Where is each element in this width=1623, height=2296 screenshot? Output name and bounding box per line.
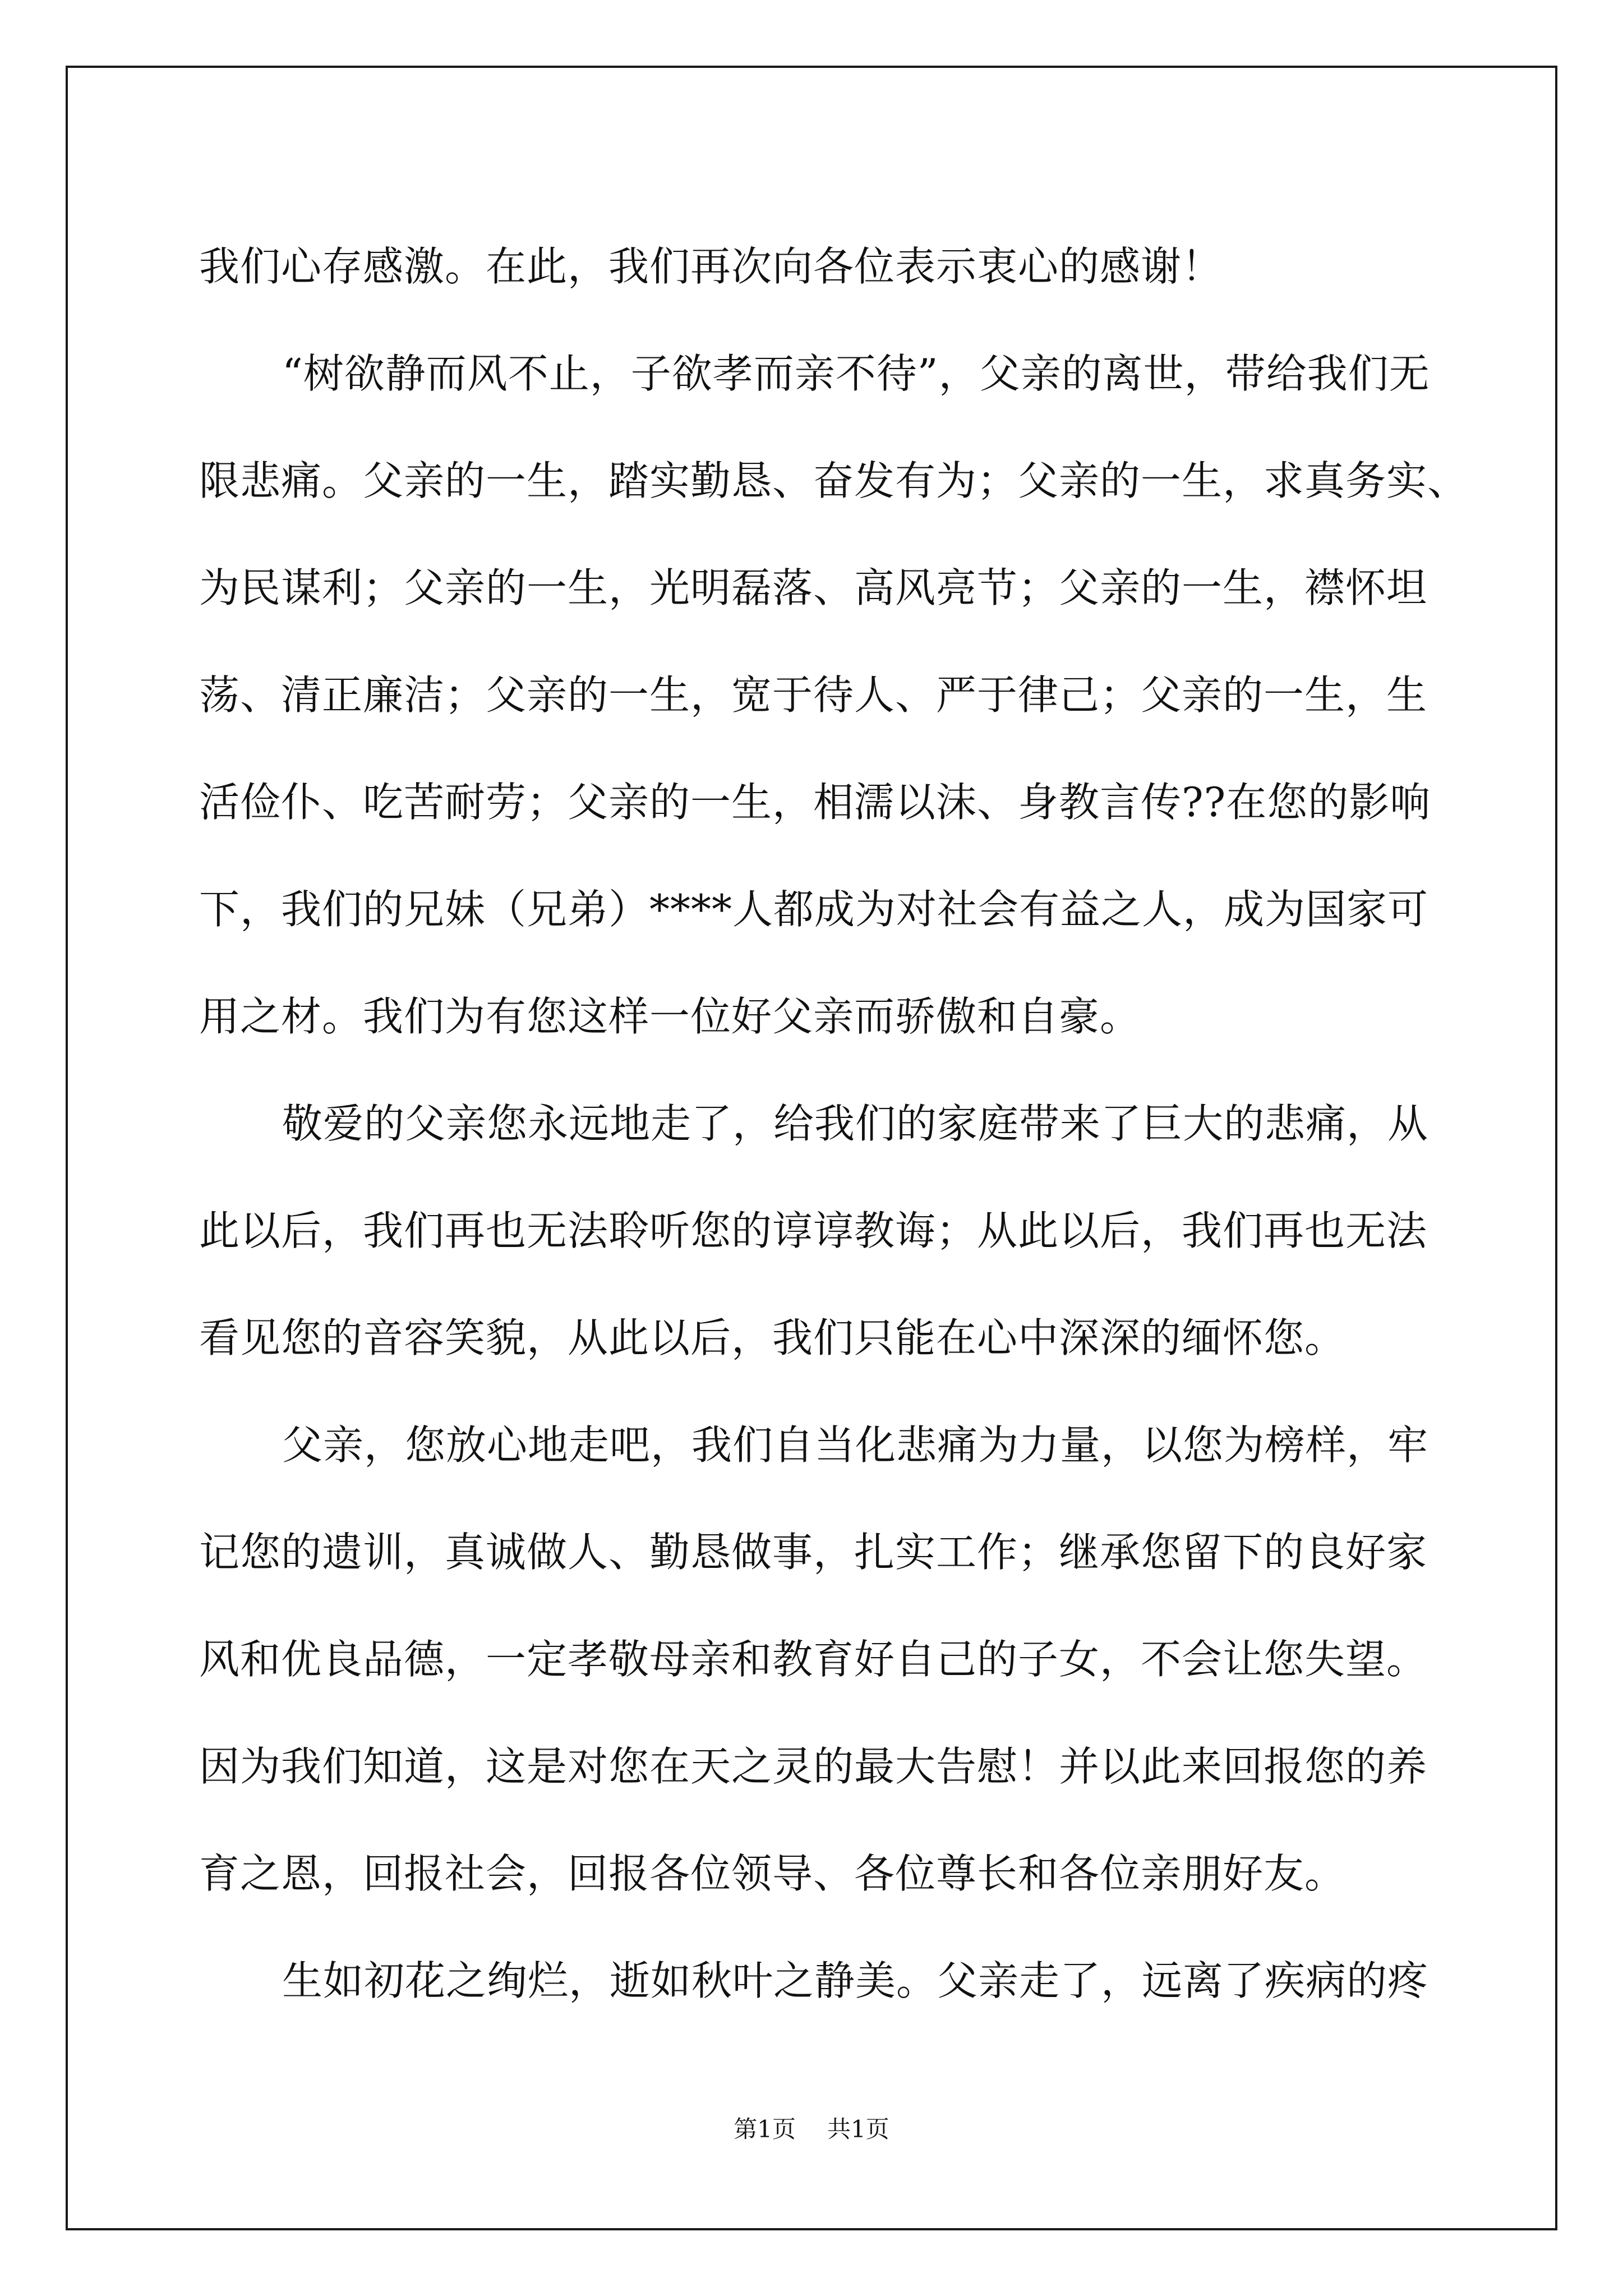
text-line: 父亲，您放心地走吧，我们自当化悲痛为力量，以您为榜样，牢 (282, 1421, 1429, 1469)
text-line: 我们心存感激。在此，我们再次向各位表示衷心的感谢！ (199, 243, 1223, 290)
text-line: 育之恩，回报社会，回报各位领导、各位尊长和各位亲朋好友。 (199, 1850, 1346, 1897)
text-line: 此以后，我们再也无法聆听您的谆谆教诲；从此以后，我们再也无法 (199, 1207, 1428, 1254)
page-footer (0, 2113, 1623, 2146)
text-line: 看见您的音容笑貌，从此以后，我们只能在心中深深的缅怀您。 (199, 1314, 1346, 1361)
text-line: 生如初花之绚烂，逝如秋叶之静美。父亲走了，远离了疾病的疼 (282, 1957, 1429, 2004)
document-body (199, 213, 1469, 2035)
text-line: 用之材。我们为有您这样一位好父亲而骄傲和自豪。 (199, 993, 1141, 1040)
page-total: 共1页 (827, 2115, 889, 2143)
text-line: 限悲痛。父亲的一生，踏实勤恳、奋发有为；父亲的一生，求真务实、 (199, 457, 1469, 504)
text-line: 为民谋利；父亲的一生，光明磊落、高风亮节；父亲的一生，襟怀坦 (199, 564, 1428, 611)
page-number: 第1页 (734, 2115, 796, 2143)
text-line: 因为我们知道，这是对您在天之灵的最大告慰！并以此来回报您的养 (199, 1743, 1428, 1790)
text-line: 敬爱的父亲您永远地走了，给我们的家庭带来了巨大的悲痛，从 (282, 1100, 1429, 1147)
text-line: “树欲静而风不止，子欲孝而亲不待”，父亲的离世，带给我们无 (282, 350, 1430, 397)
text-line: 记您的遗训，真诚做人、勤恳做事，扎实工作；继承您留下的良好家 (199, 1529, 1428, 1576)
text-line: 活俭仆、吃苦耐劳；父亲的一生，相濡以沫、身教言传??在您的影响 (199, 779, 1431, 826)
text-line: 下，我们的兄妹（兄弟）****人都成为对社会有益之人，成为国家可 (199, 886, 1429, 933)
text-line: 风和优良品德，一定孝敬母亲和教育好自己的子女，不会让您失望。 (199, 1636, 1428, 1683)
text-line: 荡、清正廉洁；父亲的一生，宽于待人、严于律己；父亲的一生，生 (199, 671, 1428, 719)
